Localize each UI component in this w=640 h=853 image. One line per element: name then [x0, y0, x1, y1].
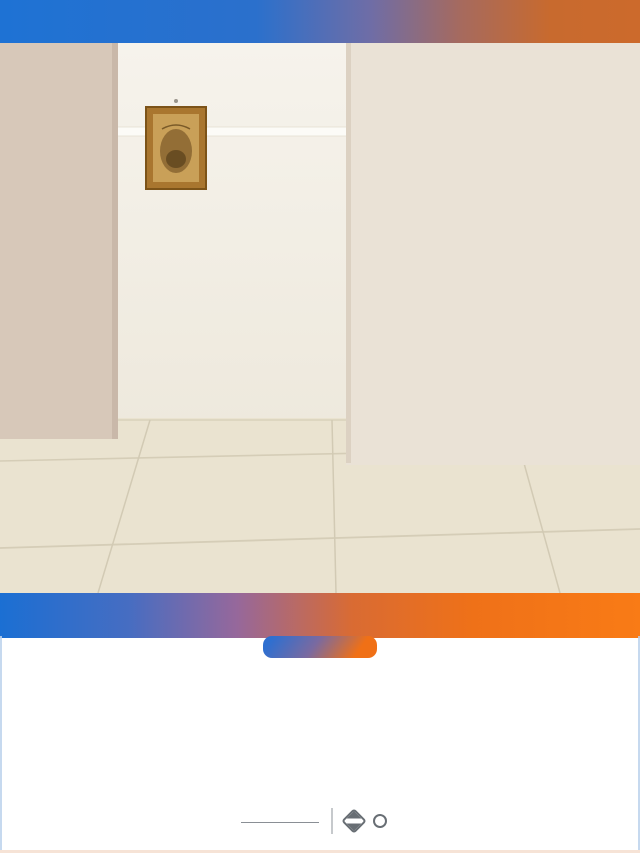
gradient-divider-pill [263, 636, 377, 658]
footer-brands [0, 808, 640, 834]
top-gradient-banner [0, 0, 640, 43]
group-photo [0, 43, 640, 593]
agencia-misiones-logo [241, 820, 319, 823]
crosshatch-decoration [0, 593, 640, 638]
swoosh-lines-decoration [0, 0, 640, 43]
footer-separator [331, 808, 333, 834]
photo-scene [0, 43, 640, 593]
wall-molding [96, 127, 366, 136]
bottom-gradient-banner [0, 593, 640, 638]
left-edge-accent [0, 636, 2, 853]
misionesuno-logo [345, 812, 387, 830]
agencia-underline [241, 822, 319, 823]
curtain-left [0, 43, 118, 439]
misionesuno-ring-icon [373, 814, 387, 828]
curtain-right [346, 43, 640, 465]
picture-frame [146, 99, 206, 189]
misionesuno-diamond-icon [341, 808, 366, 833]
